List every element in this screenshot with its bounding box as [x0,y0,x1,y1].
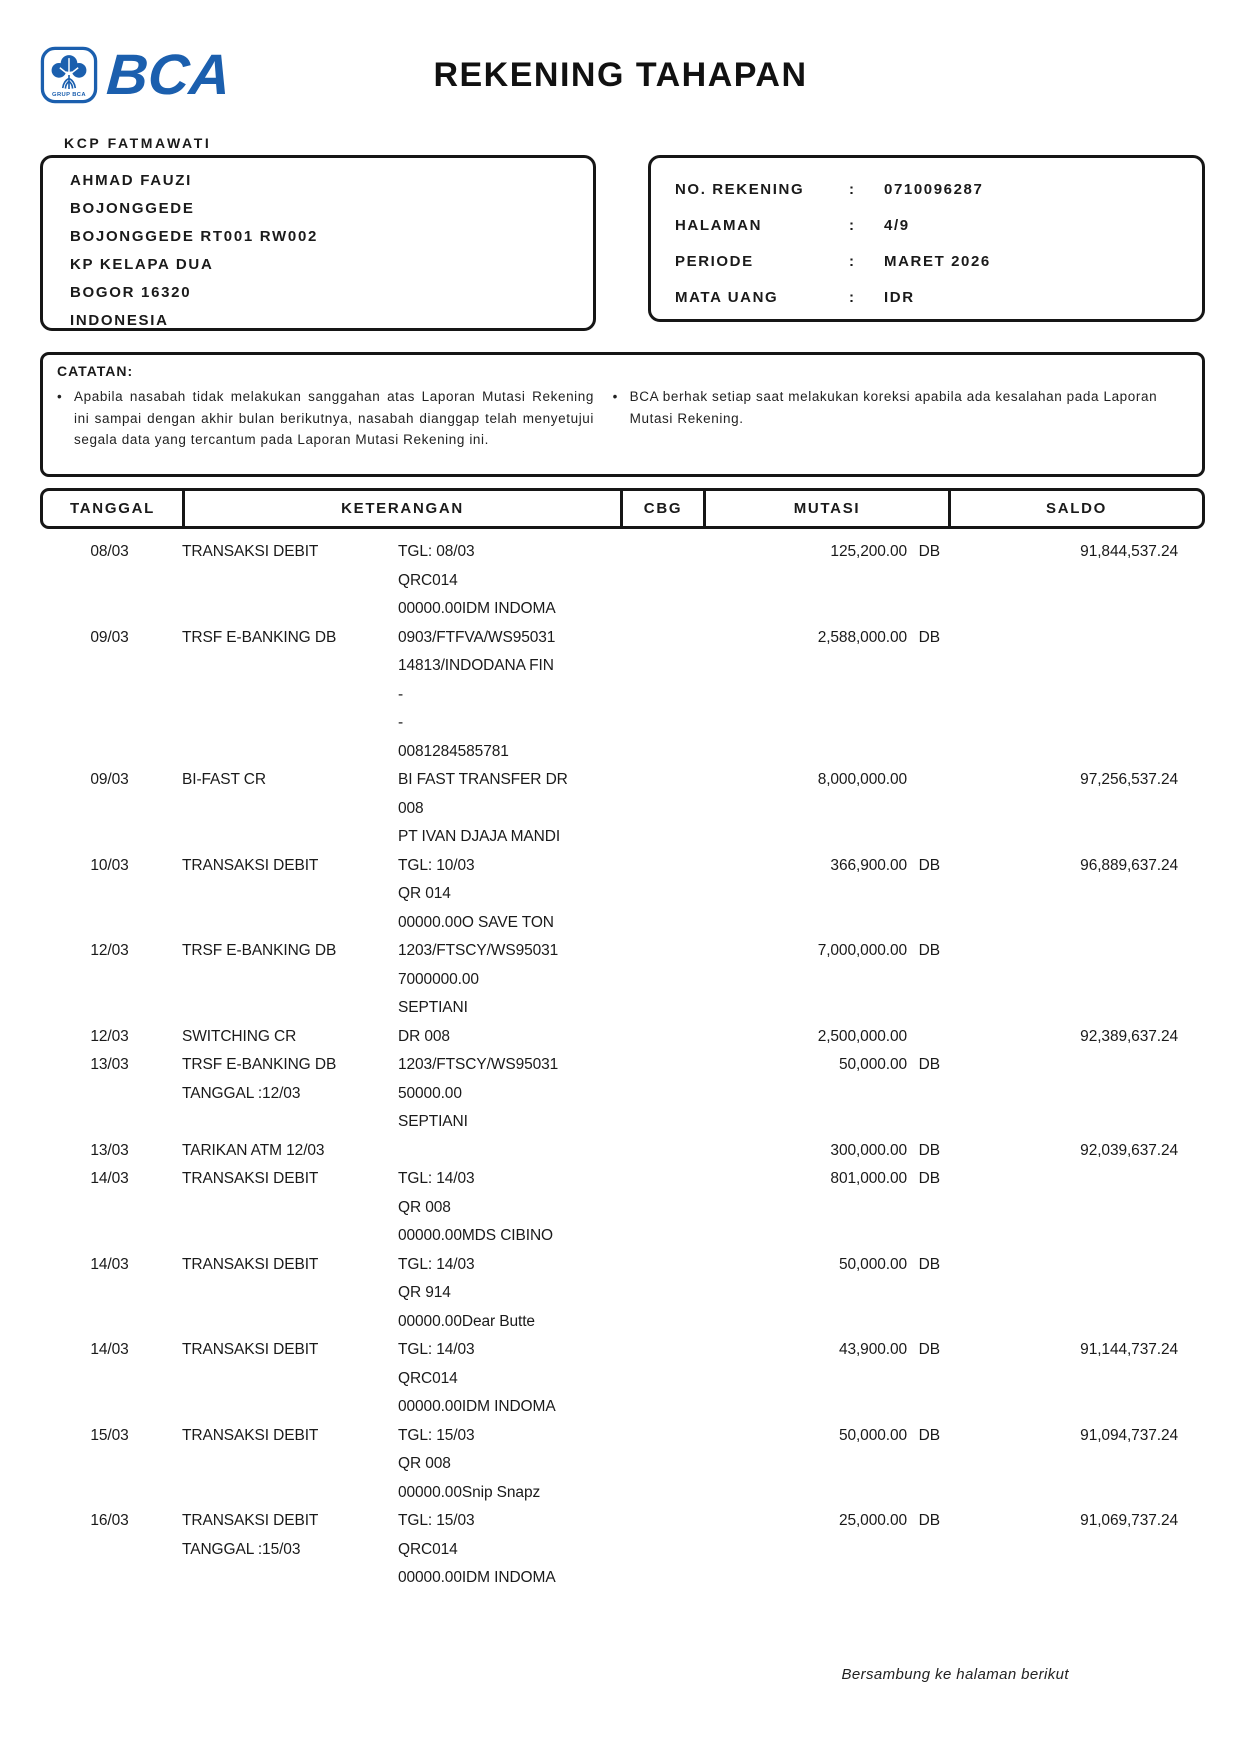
text-line: 0903/FTFVA/WS95031 [398,628,556,646]
debit-flag: DB [918,1141,940,1159]
transaction-row [40,624,1205,767]
transaction-date: 09/03 [90,628,129,646]
transaction-date: 08/03 [90,543,129,560]
text-line: 7000000.00 [398,970,479,988]
text-line: QR 014 [398,885,451,902]
text-line: TGL: 15/03 [398,1512,475,1529]
field-separator: : [849,216,856,234]
transaction-amount: 7,000,000.00 [817,942,907,959]
transaction-detail [398,1336,620,1422]
text-line: TGL: 15/03 [398,1426,475,1444]
text-line: BI-FAST CR [182,771,266,788]
balance-value: 97,256,537.24 [1080,771,1178,788]
debit-flag: DB [918,1056,940,1073]
transaction-type [182,1251,398,1280]
debit-flag: DB [918,1255,940,1273]
transaction-detail [398,624,620,767]
debit-flag: DB [918,1512,940,1529]
text-line: BI FAST TRANSFER DR [398,771,568,788]
text-line: QRC014 [398,1540,458,1558]
text-line: QR 914 [398,1284,451,1301]
transaction-amount: 125,200.00 [830,543,907,560]
text-line: TGL: 10/03 [398,856,475,874]
transaction-row [40,1051,1205,1137]
text-line: QRC014 [398,1369,458,1387]
transaction-type [182,1137,398,1166]
debit-flag: DB [918,1170,940,1187]
balance-value: 91,069,737.24 [1080,1512,1178,1529]
note-item [613,386,1188,451]
transaction-type [182,1422,398,1451]
transaction-row [40,1165,1205,1251]
text-line: TRANSAKSI DEBIT [182,1426,319,1444]
text-line: 00000.00Snip Snapz [398,1483,541,1501]
transaction-row [40,1251,1205,1337]
text-line: TRANSAKSI DEBIT [182,1255,319,1273]
transaction-type [182,852,398,881]
text-line: TANGGAL :12/03 [182,1084,301,1102]
currency-row [675,279,1192,315]
transaction-row [40,937,1205,1023]
account-number-value: 0710096287 [884,180,984,198]
column-header-saldo: SALDO [1046,500,1107,517]
text-line: TRSF E-BANKING DB [182,628,337,646]
note-item [57,386,597,451]
transaction-type [182,937,398,966]
text-line: 50000.00 [398,1084,462,1102]
balance-value: 92,389,637.24 [1080,1027,1178,1045]
transaction-detail [398,1507,620,1593]
debit-flag: DB [918,628,940,646]
column-header-mutasi: MUTASI [706,491,951,526]
text-line: QR 008 [398,1455,451,1472]
customer-address-line: BOJONGGEDE [70,200,195,217]
transaction-amount: 801,000.00 [830,1170,907,1187]
bullet-icon: • [612,389,618,404]
transaction-amount: 43,900.00 [838,1341,907,1358]
period-value: MARET 2026 [884,252,991,270]
transaction-amount: 50,000.00 [838,1056,907,1073]
text-line: TRANSAKSI DEBIT [182,543,319,560]
transaction-row [40,1422,1205,1508]
transaction-detail [398,1251,620,1337]
bca-wordmark: BCA [104,43,233,107]
transaction-amount: 25,000.00 [838,1512,907,1529]
emblem-caption: GRUP BCA [52,92,86,99]
transaction-date: 12/03 [90,1027,129,1045]
transaction-row [40,852,1205,938]
transaction-detail [398,766,620,852]
text-line: TGL: 08/03 [398,543,475,560]
transaction-amount: 2,588,000.00 [817,628,907,646]
text-line: TGL: 14/03 [398,1170,475,1187]
transaction-detail [398,937,620,1023]
text-line: SEPTIANI [398,999,468,1016]
transaction-date: 15/03 [90,1426,129,1444]
text-line: 1203/FTSCY/WS95031 [398,1056,559,1073]
text-line: TRANSAKSI DEBIT [182,1170,319,1187]
text-line: TANGGAL :15/03 [182,1540,301,1558]
balance-value: 96,889,637.24 [1080,856,1178,874]
transaction-detail [398,1051,620,1137]
transaction-row [40,1137,1205,1166]
field-label: MATA UANG [675,288,779,306]
field-label: HALAMAN [675,216,763,234]
transactions-table-header [40,488,1205,529]
note-text: BCA berhak setiap saat melakukan koreksi apabila ada kesalahan pada Laporan Mutasi Rekening. [629,389,1158,426]
customer-address-line: INDONESIA [70,312,169,329]
transaction-type [182,624,398,653]
transaction-detail [398,1023,620,1052]
account-info-box [648,155,1205,322]
page-title: REKENING TAHAPAN [433,56,808,94]
currency-value: IDR [884,288,915,306]
transaction-detail [398,852,620,938]
text-line: 00000.00IDM INDOMA [398,600,556,617]
text-line: 1203/FTSCY/WS95031 [398,942,559,959]
text-line: SEPTIANI [398,1113,468,1130]
text-line: 008 [398,799,424,817]
transaction-detail [398,1165,620,1251]
debit-flag: DB [918,942,940,959]
page-number-row [675,207,1192,243]
transaction-type [182,1336,398,1365]
field-label: PERIODE [675,252,754,270]
text-line: TRANSAKSI DEBIT [182,1512,319,1529]
notes-box [40,352,1205,477]
text-line: - [398,685,404,703]
debit-flag: DB [918,1341,940,1358]
text-line: TRSF E-BANKING DB [182,1056,337,1073]
text-line: TRANSAKSI DEBIT [182,856,319,874]
transaction-amount: 300,000.00 [830,1141,907,1159]
notes-heading: CATATAN: [57,363,134,379]
customer-address-line: BOGOR 16320 [70,284,192,301]
transaction-type [182,1507,398,1564]
transaction-type [182,766,398,795]
text-line: 00000.00Dear Butte [398,1312,535,1330]
transaction-type [182,1165,398,1194]
transactions-body [40,538,1205,1593]
text-line: 00000.00MDS CIBINO [398,1227,553,1244]
transaction-type [182,538,398,567]
text-line: - [398,714,404,731]
transaction-date: 14/03 [90,1341,129,1358]
period-row [675,243,1192,279]
text-line: QRC014 [398,571,458,589]
transaction-row [40,1336,1205,1422]
transaction-amount: 366,900.00 [830,856,907,874]
column-header-keterangan: KETERANGAN [185,491,623,526]
debit-flag: DB [918,1426,940,1444]
text-line: TRANSAKSI DEBIT [182,1341,319,1358]
field-separator: : [849,252,856,270]
transaction-date: 10/03 [90,856,129,874]
column-header-cbg: CBG [623,491,706,526]
text-line: TGL: 14/03 [398,1255,475,1273]
transaction-date: 14/03 [90,1255,129,1273]
transaction-row [40,1023,1205,1052]
text-line: 0081284585781 [398,742,509,760]
text-line: TGL: 14/03 [398,1341,475,1358]
text-line: 00000.00O SAVE TON [398,913,554,931]
text-line: TARIKAN ATM 12/03 [182,1141,325,1159]
customer-address-box [40,155,596,331]
customer-name: AHMAD FAUZI [70,172,193,189]
transaction-amount: 2,500,000.00 [817,1027,907,1045]
transaction-date: 16/03 [90,1512,129,1529]
balance-value: 91,144,737.24 [1080,1341,1178,1358]
field-label: NO. REKENING [675,180,805,198]
text-line: PT IVAN DJAJA MANDI [398,828,561,845]
text-line: 00000.00IDM INDOMA [398,1398,556,1415]
page-number-value: 4/9 [884,216,910,234]
transaction-amount: 8,000,000.00 [817,771,907,788]
customer-address-line: KP KELAPA DUA [70,256,214,273]
transaction-amount: 50,000.00 [838,1426,907,1444]
balance-value: 91,094,737.24 [1080,1426,1178,1444]
transaction-type [182,1023,398,1052]
text-line: SWITCHING CR [182,1027,297,1045]
transaction-date: 09/03 [90,771,129,788]
debit-flag: DB [918,543,940,560]
debit-flag: DB [918,856,940,874]
notes-columns [57,386,1188,451]
transaction-date: 12/03 [90,942,129,959]
text-line: QR 008 [398,1198,451,1216]
transaction-row [40,538,1205,624]
transaction-detail [398,1422,620,1508]
text-line: 00000.00IDM INDOMA [398,1569,556,1586]
text-line: DR 008 [398,1027,450,1045]
transaction-date: 13/03 [90,1056,129,1073]
column-header-tanggal: TANGGAL [43,491,185,526]
transaction-row [40,1507,1205,1593]
text-line: 14813/INDODANA FIN [398,657,554,674]
continuation-note: Bersambung ke halaman berikut [841,1666,1069,1683]
account-number-row [675,171,1192,207]
transaction-row [40,766,1205,852]
field-separator: : [849,180,856,198]
bullet-icon: • [57,389,63,404]
text-line: TRSF E-BANKING DB [182,942,337,959]
transaction-detail [398,538,620,624]
field-separator: : [849,288,856,306]
balance-value: 91,844,537.24 [1080,543,1178,560]
note-text: Apabila nasabah tidak melakukan sanggahan atas Laporan Mutasi Rekening ini sampai dengan akhir bulan berikutnya, nasabah dianggap telah menyetujui segala data yang tercantum pada Laporan Mutasi Rekening ini. [74,389,594,447]
balance-value: 92,039,637.24 [1080,1141,1178,1159]
transaction-type [182,1051,398,1108]
customer-address-line: BOJONGGEDE RT001 RW002 [70,228,319,245]
transaction-date: 13/03 [90,1141,129,1159]
transaction-date: 14/03 [90,1170,129,1187]
transaction-amount: 50,000.00 [838,1255,907,1273]
branch-label: KCP FATMAWATI [64,135,212,151]
